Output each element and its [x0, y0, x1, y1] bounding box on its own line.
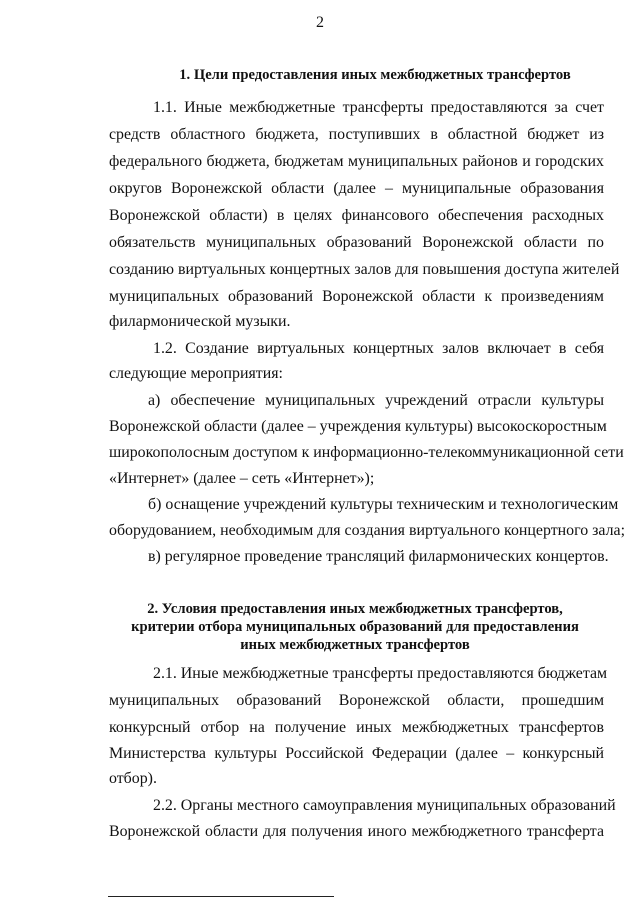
paragraph-line: а) обеспечение муниципальных учреждений отрасли культуры [148, 392, 604, 409]
paragraph-line: обязательств муниципальных образований Воронежской области по [109, 234, 604, 251]
paragraph-line: 1.1. Иные межбюджетные трансферты предоставляются за счет [153, 99, 604, 116]
paragraph-line: муниципальных образований Воронежской области к произведениям [109, 288, 604, 305]
paragraph-line: средств областного бюджета, поступивших в областной бюджет из [109, 126, 604, 143]
footnote-divider [108, 896, 334, 897]
paragraph-line: Министерства культуры Российской Федерации (далее – конкурсный [109, 745, 604, 762]
section-2-title-line: 2. Условия предоставления иных межбюджетных трансфертов, [147, 601, 563, 617]
paragraph-line: филармонической музыки. [109, 313, 291, 330]
paragraph-line: Воронежской области) в целях финансового обеспечения расходных [109, 207, 604, 224]
section-2-title-line: иных межбюджетных трансфертов [240, 637, 470, 653]
paragraph-line: 1.2. Создание виртуальных концертных залов включает в себя [153, 340, 604, 357]
paragraph-line: созданию виртуальных концертных залов для повышения доступа жителей [109, 261, 620, 278]
paragraph-line: следующие мероприятия: [109, 365, 283, 382]
paragraph-line: б) оснащение учреждений культуры техническим и технологическим [148, 496, 619, 513]
paragraph-line: 2.1. Иные межбюджетные трансферты предоставляются бюджетам [153, 665, 608, 682]
paragraph-line: округов Воронежской области (далее – муниципальные образования [109, 180, 604, 197]
paragraph-line: широкополосным доступом к информационно-телекоммуникационной сети [109, 444, 624, 461]
paragraph-line: конкурсный отбор на получение иных межбюджетных трансфертов [109, 719, 604, 736]
section-2-title-line: критерии отбора муниципальных образований для предоставления [131, 619, 579, 635]
paragraph-line: муниципальных образований Воронежской области, прошедшим [109, 692, 604, 709]
paragraph-line: 2.2. Органы местного самоуправления муниципальных образований [153, 797, 616, 814]
paragraph-line: «Интернет» (далее – сеть «Интернет»); [109, 470, 375, 487]
paragraph-line: отбор). [109, 770, 157, 787]
paragraph-line: Воронежской области для получения иного межбюджетного трансферта [109, 823, 604, 840]
paragraph-line: федерального бюджета, бюджетам муниципальных районов и городских [109, 153, 604, 170]
section-1-title: 1. Цели предоставления иных межбюджетных трансфертов [179, 67, 571, 83]
paragraph-line: в) регулярное проведение трансляций филармонических концертов. [148, 548, 609, 565]
paragraph-line: оборудованием, необходимым для создания виртуального концертного зала; [109, 522, 625, 539]
paragraph-line: Воронежской области (далее – учреждения культуры) высокоскоростным [109, 418, 607, 435]
page-number: 2 [316, 14, 324, 31]
